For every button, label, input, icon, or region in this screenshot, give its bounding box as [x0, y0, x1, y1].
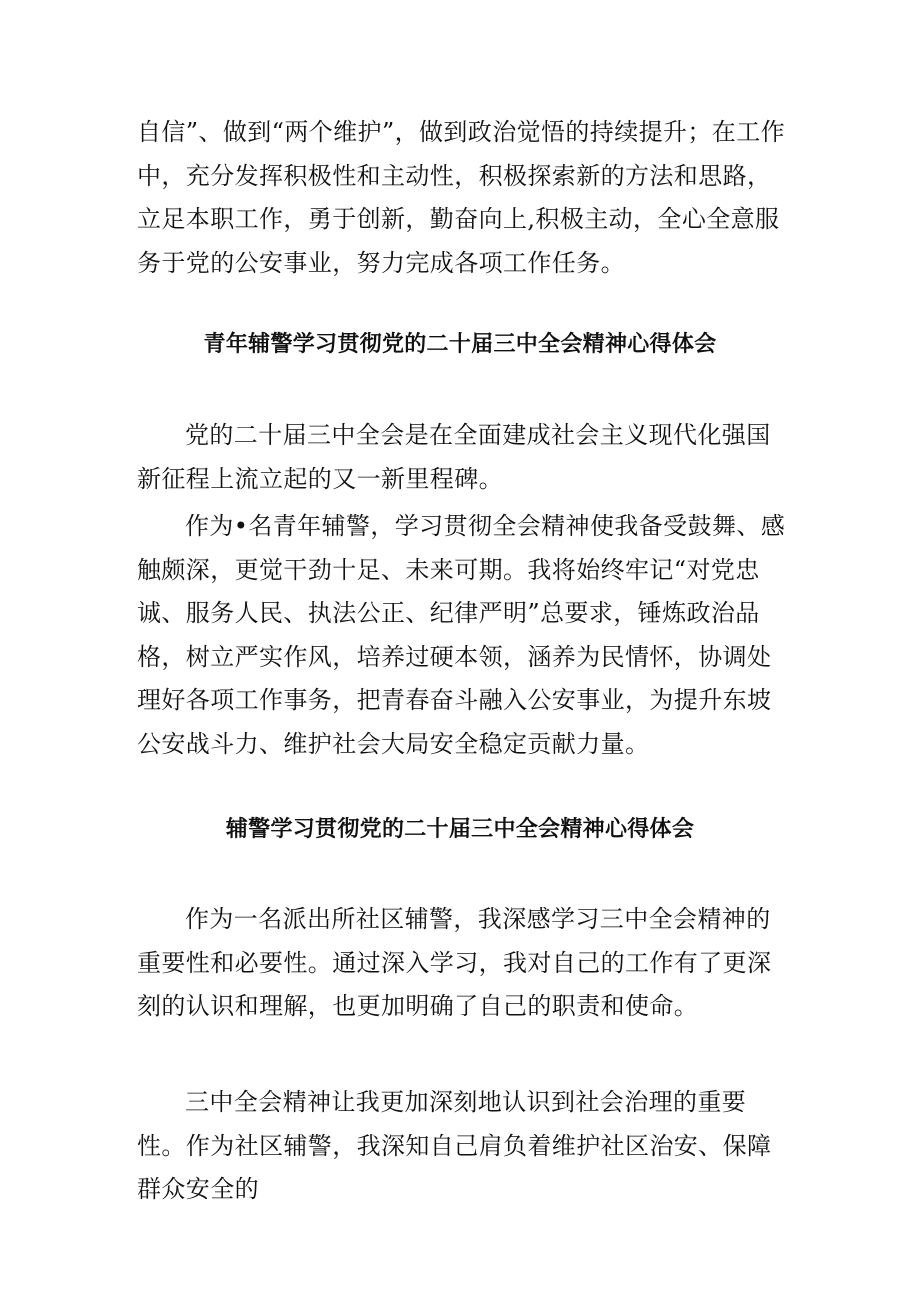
section-heading-auxiliary-police: 辅警学习贯彻党的二十届三中全会精神心得体会 — [225, 817, 695, 842]
paragraph-youth-commitment: 作为•名青年辅警，学习贯彻全会精神使我备受鼓舞、感触颇深，更觉干劲十足、未来可期。我将始终牢记“对党忠诚、服务人民、执法公正、纪律严明”总要求，锤炼政治品格，树立严实作风，培养过硬本领，涵养为民情怀，协调处理好各项工作事务，把青春奋斗融入公安事业，为提升东坡公安战斗力、维护社会大局安全稳定贡献力量。 — [137, 512, 786, 758]
intro-paragraph: 自信”、做到“两个维护”，做到政治觉悟的持续提升；在工作中，充分发挥积极性和主动性，积极探索新的方法和思路，立足本职工作，勇于创新，勤奋向上,积极主动，全心全意服务于党的公安事业，努力完成各项工作任务。 — [137, 118, 786, 277]
paragraph-community-auxiliary: 作为一名派出所社区辅警，我深感学习三中全会精神的重要性和必要性。通过深入学习，我对自己的工作有了更深刻的认识和理解，也更加明确了自己的职责和使命。 — [137, 905, 772, 1021]
paragraph-milestone: 党的二十届三中全会是在全面建成社会主义现代化强国新征程上流立起的又一新里程碑。 — [137, 421, 771, 493]
section-heading-youth-auxiliary-police: 青年辅警学习贯彻党的二十届三中全会精神心得体会 — [203, 332, 717, 357]
paragraph-social-governance: 三中全会精神让我更加深刻地认识到社会治理的重要性。作为社区辅警，我深知自己肩负着维护社区治安、保障群众安全的 — [137, 1088, 772, 1204]
